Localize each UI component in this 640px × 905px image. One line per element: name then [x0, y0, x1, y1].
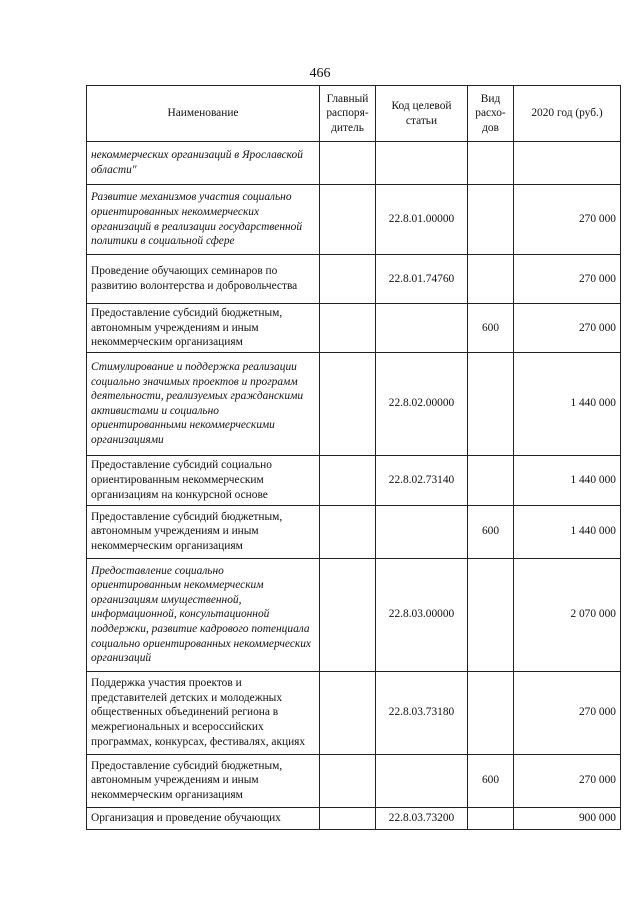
row-admin-cell — [320, 754, 376, 807]
row-name-cell: Предоставление субсидий бюджетным, автономным учреждениям и иным некоммерческим организациям — [87, 505, 320, 558]
table-row — [87, 455, 621, 505]
row-admin-cell — [320, 807, 376, 829]
row-kind-cell: 600 — [468, 304, 514, 353]
table-row — [87, 304, 621, 353]
row-admin-cell — [320, 558, 376, 671]
table-row — [87, 807, 621, 829]
row-kind-cell — [468, 352, 514, 455]
row-amount-cell: 270 000 — [514, 671, 621, 754]
header-admin: Главный распоря-дитель — [320, 86, 376, 142]
table-row — [87, 352, 621, 455]
row-amount-cell: 1 440 000 — [514, 505, 621, 558]
row-amount-cell: 270 000 — [514, 185, 621, 255]
row-code-cell: 22.8.02.00000 — [376, 352, 468, 455]
row-admin-cell — [320, 304, 376, 353]
row-amount-cell: 2 070 000 — [514, 558, 621, 671]
row-name-cell: Стимулирование и поддержка реализации социально значимых проектов и программ деятельности, реализуемых гражданскими активистами и социально ориентированными некоммерческими организациями — [87, 352, 320, 455]
row-code-cell: 22.8.01.74760 — [376, 255, 468, 304]
row-amount-cell — [514, 142, 621, 185]
row-admin-cell — [320, 671, 376, 754]
row-admin-cell — [320, 352, 376, 455]
row-amount-cell: 1 440 000 — [514, 455, 621, 505]
header-code: Код целевой статьи — [376, 86, 468, 142]
row-name-cell: Поддержка участия проектов и представителей детских и молодежных общественных объединений региона в межрегиональных и всероссийских программах, конкурсах, фестивалях, акциях — [87, 671, 320, 754]
row-name-cell: Предоставление субсидий бюджетным, автономным учреждениям и иным некоммерческим организациям — [87, 304, 320, 353]
row-amount-cell: 270 000 — [514, 304, 621, 353]
row-code-cell — [376, 754, 468, 807]
header-amount: 2020 год (руб.) — [514, 86, 621, 142]
row-kind-cell — [468, 807, 514, 829]
row-name-cell: Организация и проведение обучающих — [87, 807, 320, 829]
row-name-cell: Предоставление субсидий бюджетным, автономным учреждениям и иным некоммерческим организациям — [87, 754, 320, 807]
row-name-cell: некоммерческих организаций в Ярославской области" — [87, 142, 320, 185]
row-kind-cell: 600 — [468, 754, 514, 807]
table-row — [87, 255, 621, 304]
row-name-cell: Развитие механизмов участия социально ориентированных некоммерческих организаций в реализации государственной политики в социальной сфере — [87, 185, 320, 255]
table-row — [87, 185, 621, 255]
row-admin-cell — [320, 505, 376, 558]
row-code-cell: 22.8.01.00000 — [376, 185, 468, 255]
page-number: 466 — [309, 66, 331, 81]
table-row — [87, 505, 621, 558]
row-admin-cell — [320, 185, 376, 255]
row-amount-cell: 270 000 — [514, 255, 621, 304]
row-code-cell — [376, 304, 468, 353]
row-kind-cell — [468, 455, 514, 505]
row-code-cell: 22.8.02.73140 — [376, 455, 468, 505]
row-kind-cell: 600 — [468, 505, 514, 558]
table-row — [87, 558, 621, 671]
row-code-cell — [376, 505, 468, 558]
row-kind-cell — [468, 185, 514, 255]
row-code-cell — [376, 142, 468, 185]
row-kind-cell — [468, 671, 514, 754]
row-admin-cell — [320, 142, 376, 185]
row-code-cell: 22.8.03.73180 — [376, 671, 468, 754]
row-amount-cell: 900 000 — [514, 807, 621, 829]
row-name-cell: Проведение обучающих семинаров по развитию волонтерства и добровольчества — [87, 255, 320, 304]
table-body — [87, 142, 621, 830]
header-name: Наименование — [87, 86, 320, 142]
table-header-row — [87, 86, 621, 142]
header-kind: Вид расхо-дов — [468, 86, 514, 142]
row-amount-cell: 1 440 000 — [514, 352, 621, 455]
table-row — [87, 754, 621, 807]
row-name-cell: Предоставление субсидий социально ориентированным некоммерческим организациям на конкурсной основе — [87, 455, 320, 505]
row-kind-cell — [468, 558, 514, 671]
row-amount-cell: 270 000 — [514, 754, 621, 807]
row-admin-cell — [320, 255, 376, 304]
budget-table — [86, 85, 621, 830]
row-name-cell: Предоставление социально ориентированным некоммерческим организациям имущественной, информационной, консультационной поддержки, развитие кадрового потенциала социально ориентированных некоммерческих организаций — [87, 558, 320, 671]
row-kind-cell — [468, 255, 514, 304]
row-code-cell: 22.8.03.73200 — [376, 807, 468, 829]
row-code-cell: 22.8.03.00000 — [376, 558, 468, 671]
table-row — [87, 671, 621, 754]
row-admin-cell — [320, 455, 376, 505]
table-row — [87, 142, 621, 185]
row-kind-cell — [468, 142, 514, 185]
